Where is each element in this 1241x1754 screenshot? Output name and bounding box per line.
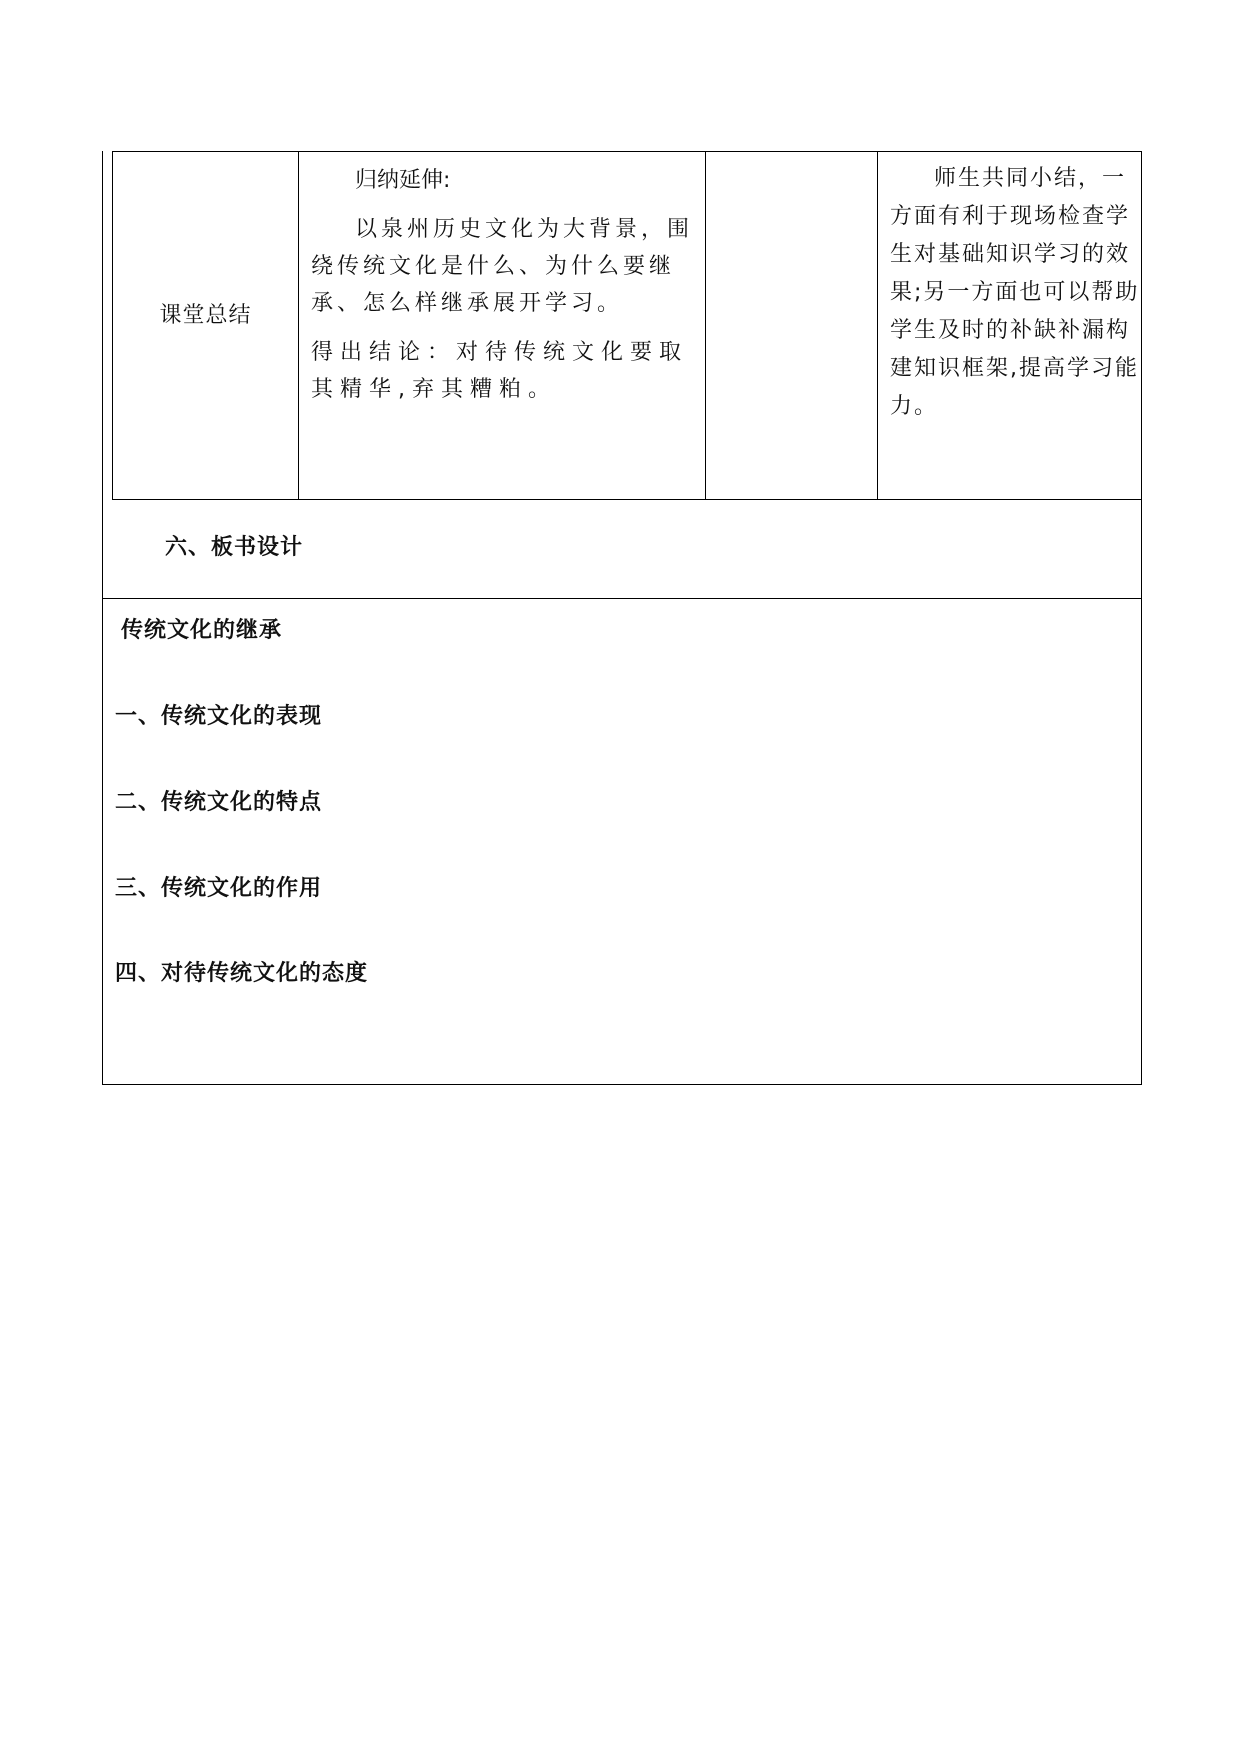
stage-cell — [113, 152, 299, 499]
lesson-summary-row — [112, 151, 1142, 500]
content-paragraph-1: 以泉州历史文化为大背景，围绕传统文化是什么、为什么要继承、怎么样继承展开学习。 — [311, 217, 694, 316]
board-item: 四、对待传统文化的态度 — [115, 961, 369, 986]
board-design-body — [102, 599, 1142, 1085]
design-intent-text: 师生共同小结，一方面有利于现场检查学生对基础知识学习的效果;另一方面也可以帮助学生及时的补缺补漏构建知识框架,提高学习能力。 — [890, 166, 1140, 419]
board-item: 三、传统文化的作用 — [115, 876, 323, 901]
table-left-border — [102, 151, 112, 500]
student-activity-cell — [706, 152, 878, 499]
design-intent-cell — [878, 152, 1141, 499]
board-item: 一、传统文化的表现 — [115, 704, 323, 729]
stage-label: 课堂总结 — [159, 303, 252, 328]
board-design-header — [102, 500, 1142, 599]
board-main-title: 传统文化的继承 — [121, 618, 283, 643]
content-heading: 归纳延伸: — [355, 168, 451, 193]
content-paragraph-2: 得出结论：对待传统文化要取其精华,弃其糟粕。 — [311, 340, 689, 402]
board-item: 二、传统文化的特点 — [115, 790, 323, 815]
student-activity-text — [706, 152, 877, 162]
board-section-title: 六、板书设计 — [165, 535, 304, 560]
teacher-content-cell — [299, 152, 706, 499]
